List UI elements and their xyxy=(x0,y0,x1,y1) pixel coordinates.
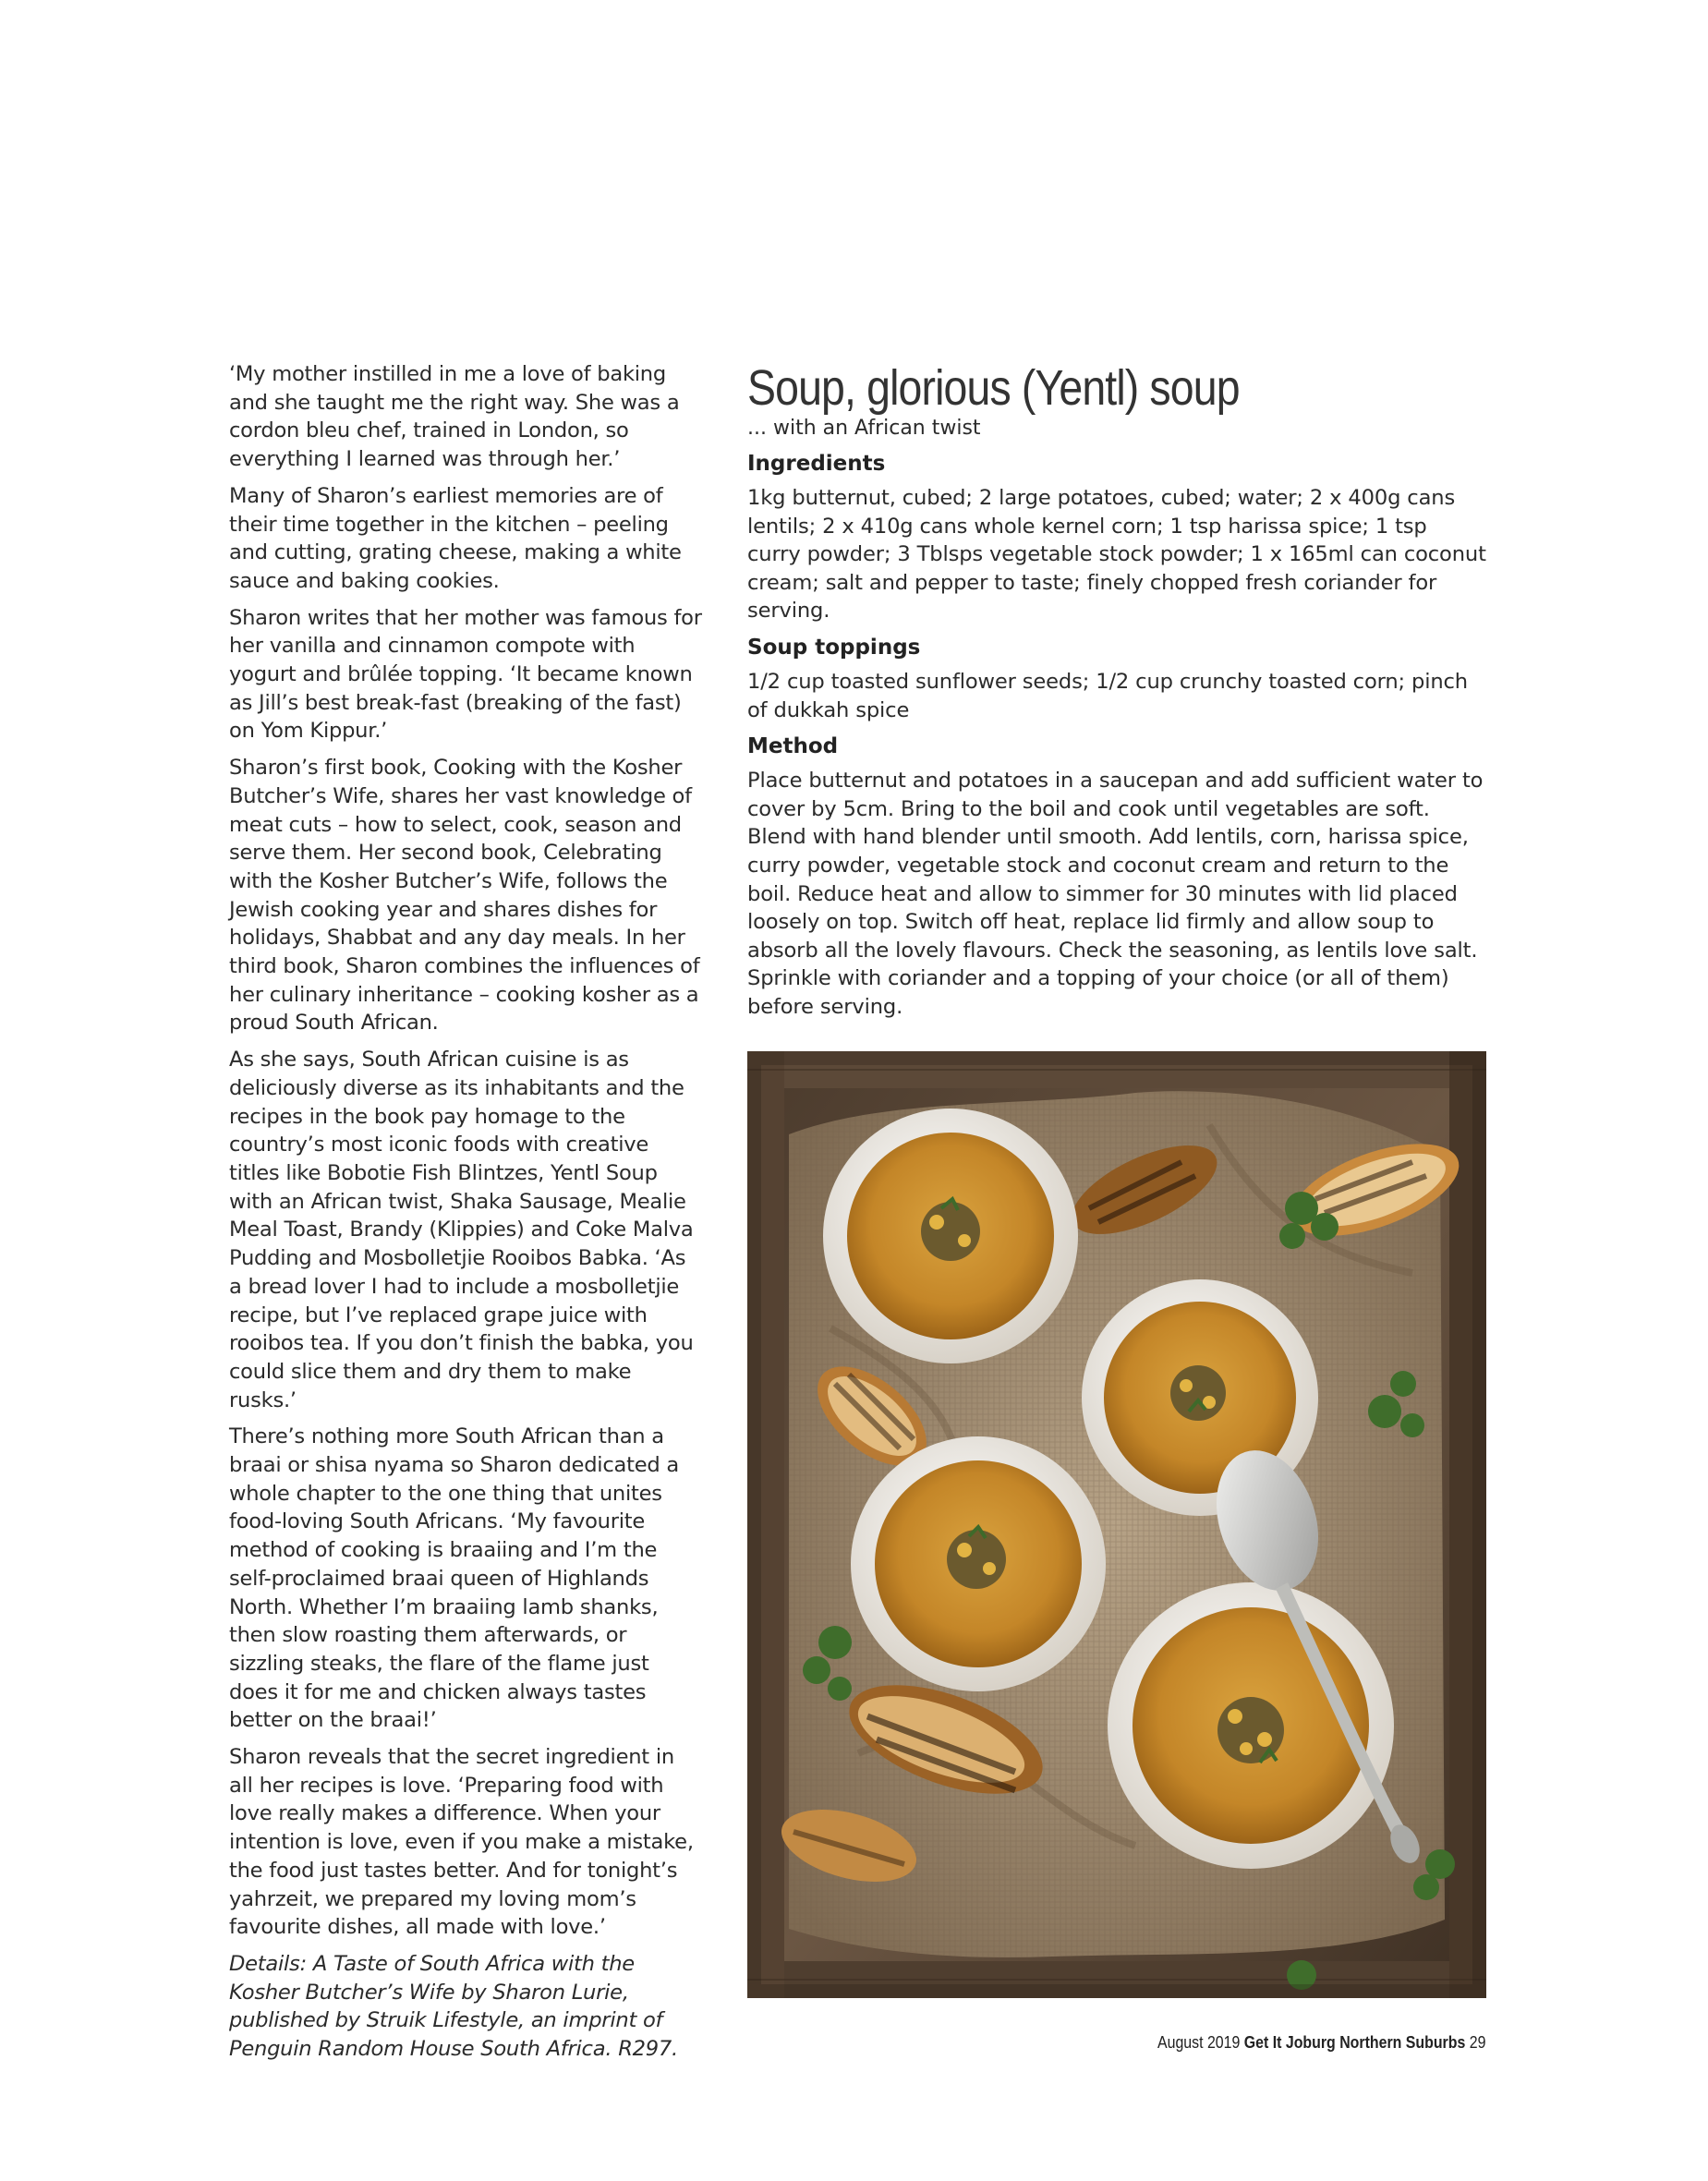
book-details: Details: A Taste of South Africa with the Kosher Butcher’s Wife by Sharon Lurie, published by Struik Lifestyle, an imprint of Penguin Random House South Africa. R297. xyxy=(229,1951,678,2062)
article-column xyxy=(229,360,704,2072)
article-paragraph: Sharon’s first book, Cooking with the Kosher Butcher’s Wife, shares her vast knowledge of meat cuts – how to select, cook, season and serve them. Her second book, Celebrating with the Kosher Butcher’s Wife, follows the Jewish cooking year and shares dishes for holidays, Shabbat and any day meals. In her third book, Sharon combines the influences of her culinary inheritance – cooking kosher as a proud South African. xyxy=(229,756,700,1036)
recipe-subtitle: ... with an African twist xyxy=(747,417,981,440)
page-footer xyxy=(1157,2032,1485,2053)
footer-publication: Get It Joburg Northern Suburbs xyxy=(1243,2032,1466,2052)
recipe-column xyxy=(747,360,1486,1029)
article-paragraph: There’s nothing more South African than a braai or shisa nyama so Sharon dedicated a whole chapter to the one thing that unites food-loving South Africans. ‘My favourite method of cooking is braaiing and I’m the self-proclaimed braai queen of Highlands North. Whether I’m braaiing lamb shanks, then slow roasting them afterwards, or sizzling steaks, the flare of the flame just does it for me and chicken always tastes better on the braai!’ xyxy=(229,1424,679,1733)
soup-bowl xyxy=(823,1109,1078,1363)
soup-photo xyxy=(747,1051,1486,1998)
ingredients-text: 1kg butternut, cubed; 2 large potatoes, cubed; water; 2 x 400g cans lentils; 2 x 410g cans whole kernel corn; 1 tsp harissa spice; 1 tsp curry powder; 3 Tblsps vegetable stock powder; 1 x 165ml can coconut cream; salt and pepper to taste; finely chopped fresh coriander for serving. xyxy=(747,486,1486,624)
toppings-text: 1/2 cup toasted sunflower seeds; 1/2 cup crunchy toasted corn; pinch of dukkah spice xyxy=(747,669,1468,722)
footer-date: August 2019 xyxy=(1157,2032,1241,2052)
method-text: Place butternut and potatoes in a saucepan and add sufficient water to cover by 5cm. Bring to the boil and cook until vegetables are soft. Blend with hand blender until smooth. Add lentils, corn, harissa spice, curry powder, vegetable stock and coconut cream and return to the boil. Reduce heat and allow to simmer for 30 minutes with lid placed loosely on top. Switch off heat, replace lid firmly and allow soup to absorb all the lovely flavours. Check the seasoning, as lentils love salt. Sprinkle with coriander and a topping of your choice (or all of them) before serving. xyxy=(747,769,1484,1019)
soup-bowl xyxy=(851,1436,1106,1691)
footer-page-number: 29 xyxy=(1469,2032,1486,2052)
article-paragraph: Sharon reveals that the secret ingredient in all her recipes is love. ‘Preparing food with love really makes a difference. When your intention is love, even if you make a mistake, the food just tastes better. And for tonight’s yahrzeit, we prepared my loving mom’s favourite dishes, all made with love.’ xyxy=(229,1745,694,1940)
ingredients-heading: Ingredients xyxy=(747,452,886,476)
article-paragraph: As she says, South African cuisine is as deliciously diverse as its inhabitants and the recipes in the book pay homage to the country’s most iconic foods with creative titles like Bobotie Fish Blintzes, Yentl Soup with an African twist, Shaka Sausage, Mealie Meal Toast, Brandy (Klippies) and Coke Malva Pudding and Mosbolletjie Rooibos Babka. ‘As a bread lover I had to include a mosbolletjie recipe, but I’ve replaced grape juice with rooibos tea. If you don’t finish the babka, you could slice them and dry them to make rusks.’ xyxy=(229,1048,694,1412)
recipe-title: Soup, glorious (Yentl) soup xyxy=(747,360,1240,416)
article-paragraph: Sharon writes that her mother was famous for her vanilla and cinnamon compote with yogurt and brûlée topping. ‘It became known as Jill’s best break-fast (breaking of the fast) on Yom Kippur.’ xyxy=(229,605,702,744)
article-paragraph: ‘My mother instilled in me a love of baking and she taught me the right way. She was a cordon bleu chef, trained in London, so everything I learned was through her.’ xyxy=(229,362,680,472)
article-paragraph: Many of Sharon’s earliest memories are of their time together in the kitchen – peeling and cutting, grating cheese, making a white sauce and baking cookies. xyxy=(229,483,682,593)
toppings-heading: Soup toppings xyxy=(747,635,921,660)
method-heading: Method xyxy=(747,734,839,759)
